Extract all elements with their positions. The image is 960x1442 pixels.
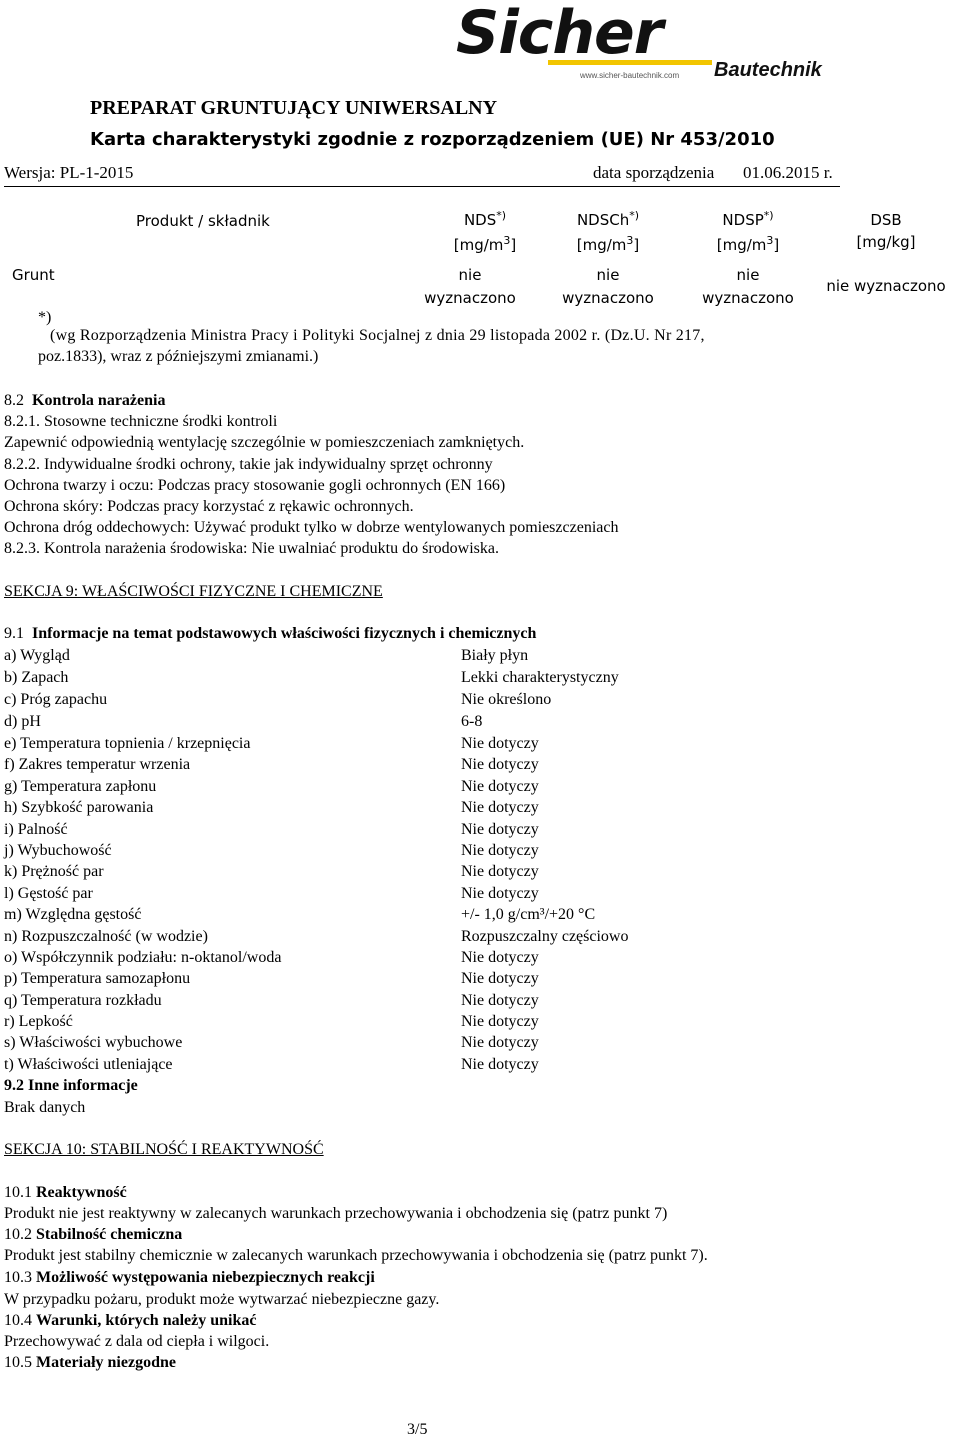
property-label: s) Właściwości wybuchowe (4, 1034, 183, 1051)
property-label: n) Rozpuszczalność (w wodzie) (4, 928, 208, 945)
property-value: Nie dotyczy (461, 821, 539, 838)
unit-exponent: 3 (626, 234, 634, 247)
date-value: 01.06.2015 r. (743, 163, 833, 182)
ndsch-value-line2: wyznaczono (562, 289, 654, 307)
property-value: Nie dotyczy (461, 863, 539, 880)
section-heading-text: Kontrola narażenia (32, 392, 166, 409)
section-8-line: Zapewnić odpowiednią wentylację szczególnie w pomieszczeniach zamkniętych. (4, 434, 525, 451)
company-logo (452, 0, 842, 82)
footnote-line2: poz.1833), wraz z późniejszymi zmianami.) (38, 348, 319, 365)
section-heading-text: Reaktywność (36, 1184, 127, 1201)
nds-value-line1: nie (458, 266, 482, 284)
nds-unit (420, 235, 550, 255)
property-label: t) Właściwości utleniające (4, 1056, 173, 1073)
section-9-1-heading (4, 623, 536, 644)
section-number: 10.3 (4, 1269, 32, 1286)
property-value: Nie dotyczy (461, 778, 539, 795)
property-value: +/- 1,0 g/cm³/+20 °C (461, 906, 596, 923)
section-number: 8.2 (4, 392, 24, 409)
ndsp-unit (683, 235, 813, 255)
section-heading-text: Warunki, których należy unikać (36, 1312, 257, 1329)
col-header-product: Produkt / składnik (136, 212, 270, 230)
section-heading-text: Materiały niezgodne (36, 1354, 176, 1371)
property-value: 6-8 (461, 713, 483, 730)
col-header-ndsch (543, 210, 673, 230)
property-label: p) Temperatura samozapłonu (4, 970, 191, 987)
nds-label: NDS (463, 211, 497, 229)
nds-star: *) (496, 209, 507, 222)
property-label: q) Temperatura rozkładu (4, 992, 162, 1009)
unit-exponent: 3 (766, 234, 774, 247)
property-value: Rozpuszczalny częściowo (461, 928, 629, 945)
ndsp-value-line2: wyznaczono (702, 289, 794, 307)
property-label: i) Palność (4, 821, 68, 838)
property-value: Nie dotyczy (461, 799, 539, 816)
property-label: j) Wybuchowość (4, 842, 112, 859)
section-10-1-text: Produkt nie jest reaktywny w zalecanych warunkach przechowywania i obchodzenia się (patrz punkt 7) (4, 1205, 668, 1222)
header-divider (4, 186, 840, 187)
property-value: Nie dotyczy (461, 1013, 539, 1030)
document-version: Wersja: PL-1-2015 (4, 163, 134, 182)
page-number: 3/5 (407, 1421, 428, 1438)
col-header-nds (420, 210, 550, 230)
unit-text: [mg/m (576, 236, 627, 254)
section-9-2-heading: 9.2 Inne informacje (4, 1077, 138, 1094)
property-value: Nie dotyczy (461, 885, 539, 902)
property-value: Nie dotyczy (461, 970, 539, 987)
col-header-dsb: DSB (870, 211, 902, 229)
document-title: PREPARAT GRUNTUJĄCY UNIWERSALNY (90, 97, 498, 119)
section-number: 10.2 (4, 1226, 32, 1243)
unit-exponent: 3 (503, 234, 511, 247)
section-9-2-text: Brak danych (4, 1099, 86, 1116)
ndsp-value-line1: nie (736, 266, 760, 284)
property-value: Nie dotyczy (461, 992, 539, 1009)
section-8-line: 8.2.2. Indywidualne środki ochrony, takie jak indywidualny sprzęt ochronny (4, 456, 493, 473)
property-label: o) Współczynnik podziału: n-oktanol/woda (4, 949, 282, 966)
section-10-2-heading (4, 1224, 182, 1245)
ndsp-star: *) (763, 209, 774, 222)
section-8-line: Ochrona dróg oddechowych: Używać produkt tylko w dobrze wentylowanych pomieszczeniach (4, 519, 619, 536)
footnote-mark: *) (38, 309, 52, 326)
section-8-line: Ochrona skóry: Podczas pracy korzystać z rękawic ochronnych. (4, 498, 414, 515)
section-8-line: 8.2.1. Stosowne techniczne środki kontroli (4, 413, 278, 430)
property-label: f) Zakres temperatur wrzenia (4, 756, 191, 773)
property-value: Nie dotyczy (461, 842, 539, 859)
logo-subtitle: Bautechnik (714, 59, 822, 81)
property-label: r) Lepkość (4, 1013, 73, 1030)
property-label: c) Próg zapachu (4, 691, 108, 708)
ndsch-unit (543, 235, 673, 255)
section-10-4-heading (4, 1310, 256, 1331)
section-8-line: Ochrona twarzy i oczu: Podczas pracy stosowanie gogli ochronnych (EN 166) (4, 477, 506, 494)
section-9-title: SEKCJA 9: WŁAŚCIWOŚCI FIZYCZNE I CHEMICZNE (4, 583, 383, 600)
property-label: b) Zapach (4, 669, 69, 686)
property-value: Biały płyn (461, 647, 529, 664)
property-label: g) Temperatura zapłonu (4, 778, 157, 795)
section-10-3-heading (4, 1267, 375, 1288)
footnote-line1: (wg Rozporządzenia Ministra Pracy i Polityki Socjalnej z dnia 29 listopada 2002 r. (Dz.U. Nr 217, (50, 327, 705, 344)
section-10-5-heading (4, 1352, 176, 1373)
section-heading-text: Możliwość występowania niebezpiecznych reakcji (36, 1269, 375, 1286)
unit-close: ] (773, 236, 780, 254)
property-value: Nie dotyczy (461, 1056, 539, 1073)
logo-url: www.sicher-bautechnik.com (580, 71, 680, 80)
section-number: 10.5 (4, 1354, 32, 1371)
property-value: Nie określono (461, 691, 552, 708)
section-number: 10.4 (4, 1312, 32, 1329)
property-value: Nie dotyczy (461, 949, 539, 966)
ndsch-value-line1: nie (596, 266, 620, 284)
property-label: d) pH (4, 713, 41, 730)
property-value: Lekki charakterystyczny (461, 669, 619, 686)
unit-close: ] (633, 236, 640, 254)
property-value: Nie dotyczy (461, 1034, 539, 1051)
property-label: h) Szybkość parowania (4, 799, 154, 816)
section-heading-text: Stabilność chemiczna (36, 1226, 183, 1243)
section-10-title: SEKCJA 10: STABILNOŚĆ I REAKTYWNOŚĆ (4, 1141, 324, 1158)
logo-wordmark: Sicher (456, 0, 663, 68)
col-header-ndsp (683, 210, 813, 230)
section-10-2-text: Produkt jest stabilny chemicznie w zalecanych warunkach przechowywania i obchodzenia się (patrz punkt 7). (4, 1247, 708, 1264)
property-label: m) Względna gęstość (4, 906, 142, 923)
unit-text: [mg/m (716, 236, 767, 254)
property-value: Nie dotyczy (461, 735, 539, 752)
document-subtitle: Karta charakterystyki zgodnie z rozporządzeniem (UE) Nr 453/2010 (90, 129, 775, 150)
date-label: data sporządzenia (593, 163, 715, 182)
property-label: l) Gęstość par (4, 885, 93, 902)
property-label: e) Temperatura topnienia / krzepnięcia (4, 735, 251, 752)
section-heading-text: Informacje na temat podstawowych właściwości fizycznych i chemicznych (32, 625, 537, 642)
property-label: a) Wygląd (4, 647, 70, 664)
section-number: 10.1 (4, 1184, 32, 1201)
unit-close: ] (510, 236, 517, 254)
section-10-1-heading (4, 1182, 127, 1203)
nds-value-line2: wyznaczono (424, 289, 516, 307)
dsb-value: nie wyznaczono (826, 277, 946, 295)
section-8-line: 8.2.3. Kontrola narażenia środowiska: Nie uwalniać produktu do środowiska. (4, 540, 499, 557)
ndsch-label: NDSCh (576, 211, 630, 229)
section-10-3-text: W przypadku pożaru, produkt może wytwarzać niebezpieczne gazy. (4, 1291, 440, 1308)
section-8-2-heading (4, 390, 165, 411)
section-10-4-text: Przechowywać z dala od ciepła i wilgoci. (4, 1333, 270, 1350)
ndsch-star: *) (629, 209, 640, 222)
section-number: 9.1 (4, 625, 24, 642)
property-label: k) Prężność par (4, 863, 104, 880)
row-label-grunt: Grunt (12, 266, 55, 284)
property-value: Nie dotyczy (461, 756, 539, 773)
ndsp-label: NDSP (722, 211, 764, 229)
dsb-unit: [mg/kg] (856, 233, 916, 251)
unit-text: [mg/m (453, 236, 504, 254)
